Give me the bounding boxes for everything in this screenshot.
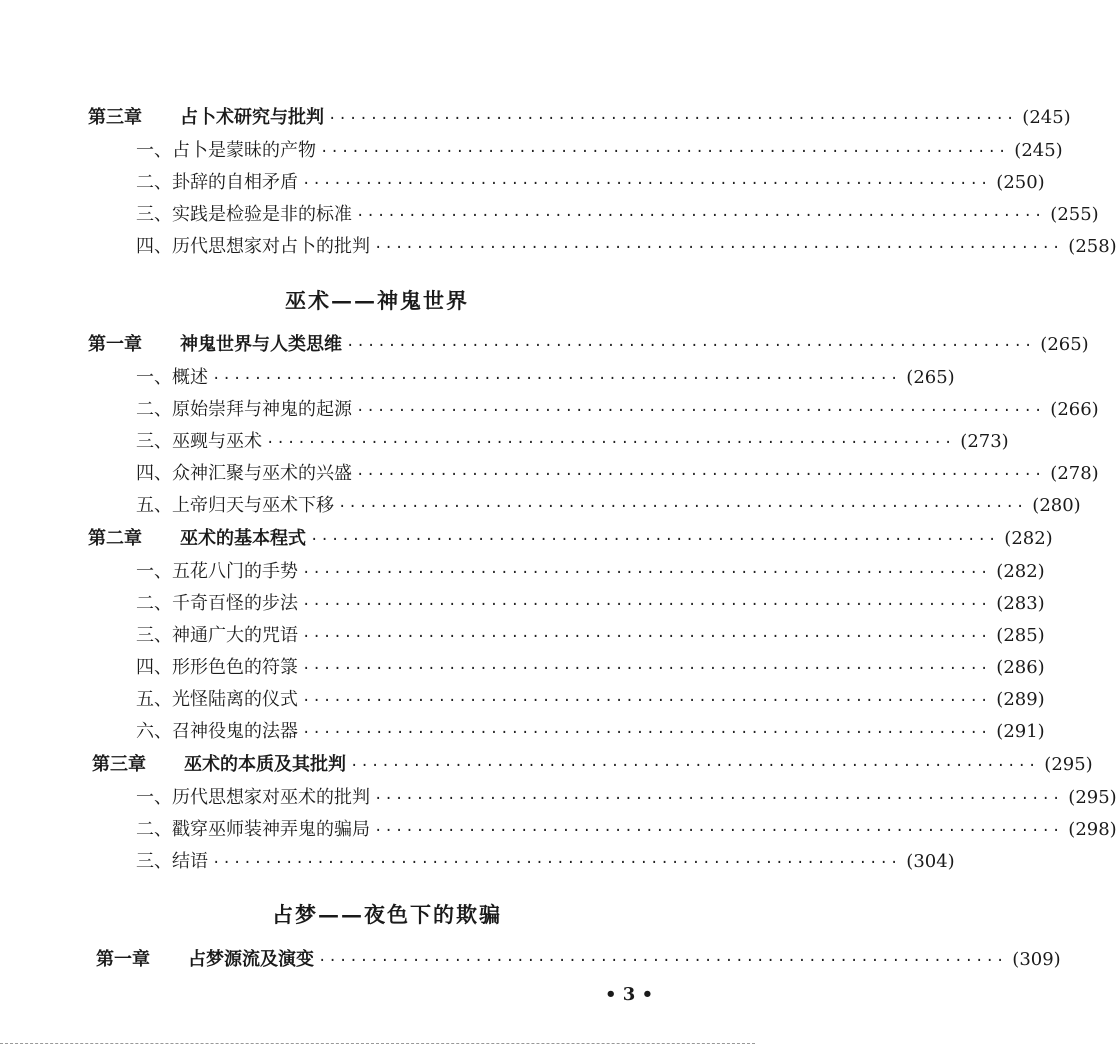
leader-dots: ·································································· — [356, 208, 1045, 224]
toc-section-row — [136, 494, 1081, 518]
leader-dots: ·································································· — [356, 467, 1045, 483]
leader-dots: ·································································· — [338, 499, 1027, 515]
page-number: (245) — [1014, 140, 1063, 161]
page-number: (295) — [1044, 754, 1093, 775]
toc-section-row — [136, 592, 1045, 616]
section-title: 三、神通广大的咒语 — [136, 625, 298, 646]
toc-section-row — [136, 656, 1045, 680]
page-number: (258) — [1068, 236, 1117, 257]
section-title: 三、巫觋与巫术 — [136, 431, 262, 452]
leader-dots: ·································································· — [212, 371, 901, 387]
leader-dots: ·································································· — [374, 240, 1063, 256]
section-title: 五、光怪陆离的仪式 — [136, 689, 298, 710]
toc-chapter-row — [88, 106, 1071, 130]
page-number: (280) — [1032, 495, 1081, 516]
leader-dots: ·································································· — [212, 855, 901, 871]
section-title: 二、千奇百怪的步法 — [136, 593, 298, 614]
leader-dots: ·································································· — [328, 111, 1017, 127]
section-title: 三、结语 — [136, 851, 208, 872]
section-title: 一、历代思想家对巫术的批判 — [136, 787, 370, 808]
toc-section-row — [136, 624, 1045, 648]
leader-dots: ·································································· — [302, 597, 991, 613]
page-number: (266) — [1050, 399, 1099, 420]
toc-section-row — [136, 139, 1063, 163]
section-title: 二、戳穿巫师装神弄鬼的骗局 — [136, 819, 370, 840]
chapter-number: 第一章 — [88, 334, 142, 355]
toc-section-row — [136, 398, 1099, 422]
part-heading: 占梦——夜色下的欺骗 — [272, 902, 502, 927]
section-title: 三、实践是检验是非的标准 — [136, 204, 352, 225]
page-number: (245) — [1022, 107, 1071, 128]
section-title: 二、原始崇拜与神鬼的起源 — [136, 399, 352, 420]
leader-dots: ·································································· — [302, 565, 991, 581]
leader-dots: ·································································· — [302, 725, 991, 741]
section-title: 四、形形色色的符箓 — [136, 657, 298, 678]
section-title: 一、概述 — [136, 367, 208, 388]
chapter-title: 占卜术研究与批判 — [180, 107, 324, 128]
toc-chapter-row — [88, 527, 1053, 551]
page-number: (309) — [1012, 949, 1061, 970]
toc-chapter-row — [92, 753, 1093, 777]
page-number: (304) — [906, 851, 955, 872]
chapter-title: 巫术的基本程式 — [180, 528, 306, 549]
chapter-number: 第一章 — [96, 949, 150, 970]
leader-dots: ·································································· — [374, 823, 1063, 839]
page-number: (285) — [996, 625, 1045, 646]
leader-dots: ·································································· — [310, 532, 999, 548]
toc-section-row — [136, 235, 1117, 259]
leader-dots: ·································································· — [356, 403, 1045, 419]
toc-section-row — [136, 171, 1045, 195]
section-title: 二、卦辞的自相矛盾 — [136, 172, 298, 193]
toc-section-row — [136, 366, 955, 390]
toc-section-row — [136, 203, 1099, 227]
toc-section-row — [136, 430, 1009, 454]
section-title: 四、历代思想家对占卜的批判 — [136, 236, 370, 257]
toc-chapter-row — [96, 948, 1061, 972]
section-title: 六、召神役鬼的法器 — [136, 721, 298, 742]
toc-section-row — [136, 560, 1045, 584]
toc-section-row — [136, 688, 1045, 712]
leader-dots: ·································································· — [302, 629, 991, 645]
section-title: 一、五花八门的手势 — [136, 561, 298, 582]
footer-page-number: • 3 • — [605, 984, 654, 1005]
page-number: (283) — [996, 593, 1045, 614]
toc-section-row — [136, 720, 1045, 744]
toc-chapter-row — [88, 333, 1089, 357]
chapter-number: 第三章 — [92, 754, 146, 775]
section-title: 五、上帝归天与巫术下移 — [136, 495, 334, 516]
leader-dots: ·································································· — [320, 144, 1009, 160]
toc-section-row — [136, 850, 955, 874]
chapter-number: 第三章 — [88, 107, 142, 128]
part-heading: 巫术——神鬼世界 — [285, 288, 469, 313]
chapter-title: 神鬼世界与人类思维 — [180, 334, 342, 355]
page-number: (282) — [996, 561, 1045, 582]
leader-dots: ·································································· — [302, 176, 991, 192]
leader-dots: ·································································· — [374, 791, 1063, 807]
toc-section-row — [136, 462, 1099, 486]
chapter-number: 第二章 — [88, 528, 142, 549]
leader-dots: ·································································· — [346, 338, 1035, 354]
chapter-title: 巫术的本质及其批判 — [184, 754, 346, 775]
page-number: (265) — [1040, 334, 1089, 355]
chapter-title: 占梦源流及演变 — [188, 949, 314, 970]
page-number: (298) — [1068, 819, 1117, 840]
page-number: (265) — [906, 367, 955, 388]
page-number: (286) — [996, 657, 1045, 678]
scan-edge-line — [0, 1043, 755, 1044]
toc-section-row — [136, 818, 1117, 842]
section-title: 四、众神汇聚与巫术的兴盛 — [136, 463, 352, 484]
page-number: (295) — [1068, 787, 1117, 808]
page-number: (282) — [1004, 528, 1053, 549]
page-number: (291) — [996, 721, 1045, 742]
page-number: (255) — [1050, 204, 1099, 225]
section-title: 一、占卜是蒙昧的产物 — [136, 140, 316, 161]
page-number: (273) — [960, 431, 1009, 452]
leader-dots: ·································································· — [318, 953, 1007, 969]
leader-dots: ·································································· — [350, 758, 1039, 774]
page-number: (278) — [1050, 463, 1099, 484]
page-number: (289) — [996, 689, 1045, 710]
toc-section-row — [136, 786, 1117, 810]
leader-dots: ·································································· — [302, 661, 991, 677]
page-number: (250) — [996, 172, 1045, 193]
leader-dots: ·································································· — [266, 435, 955, 451]
leader-dots: ·································································· — [302, 693, 991, 709]
